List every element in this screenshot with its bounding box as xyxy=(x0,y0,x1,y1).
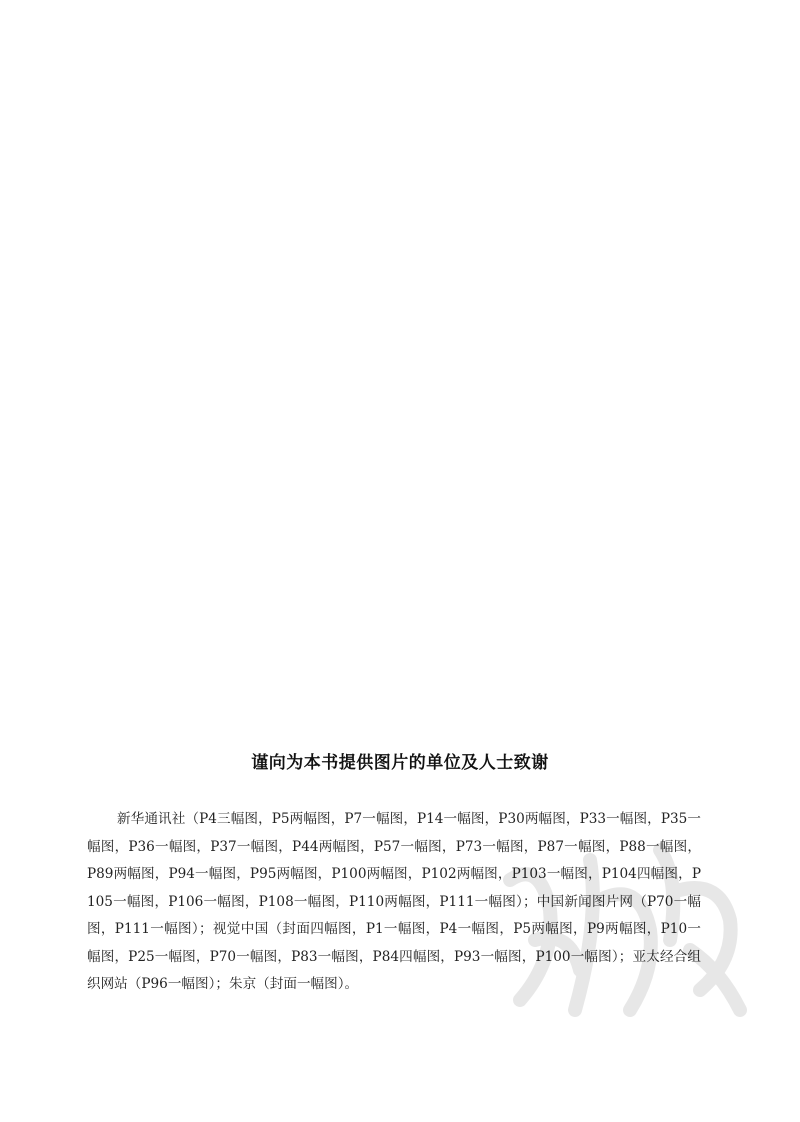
acknowledgement-paragraph: 新华通讯社（P4三幅图，P5两幅图，P7一幅图，P14一幅图，P30两幅图，P33一幅图，P35一幅图，P36一幅图，P37一幅图，P44两幅图，P57一幅图，P73一幅图，P87一幅图，P88一幅图，P89两幅图，P94一幅图，P95两幅图，P100两幅图，P102两幅图，P103一幅图，P104四幅图，P105一幅图，P106一幅图，P108一幅图，P110两幅图，P111一幅图）；中国新闻图片网（P70一幅图，P111一幅图）；视觉中国（封面四幅图，P1一幅图，P4一幅图，P5两幅图，P9两幅图，P10一幅图，P25一幅图，P70一幅图，P83一幅图，P84四幅图，P93一幅图，P100一幅图）；亚太经合组织网站（P96一幅图）；朱京（封面一幅图）。 xyxy=(87,811,701,992)
page-title: 谨向为本书提供图片的单位及人士致谢 xyxy=(251,753,549,773)
